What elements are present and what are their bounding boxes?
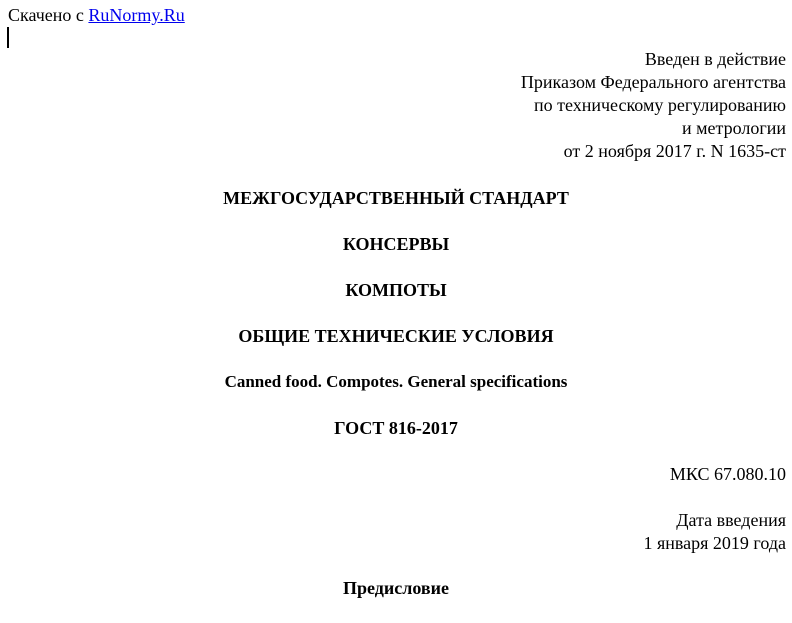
download-source-line	[8, 4, 185, 26]
english-title: Canned food. Compotes. General specifications	[224, 372, 568, 391]
category-heading: КОНСЕРВЫ	[342, 234, 450, 254]
standard-type-heading: МЕЖГОСУДАРСТВЕННЫЙ СТАНДАРТ	[223, 188, 569, 208]
adoption-block	[521, 48, 786, 163]
mks-code-text: МКС 67.080.10	[669, 464, 786, 484]
spec-heading: ОБЩИЕ ТЕХНИЧЕСКИЕ УСЛОВИЯ	[238, 326, 554, 346]
product-heading: КОМПОТЫ	[345, 280, 447, 300]
adoption-line: Введен в действие	[644, 49, 786, 69]
adoption-line: от 2 ноября 2017 г. N 1635-ст	[563, 141, 786, 161]
download-source-prefix: Скачено с	[8, 5, 89, 25]
preface-heading: Предисловие	[343, 578, 449, 598]
standard-code: ГОСТ 816-2017	[334, 418, 458, 438]
intro-date-value: 1 января 2019 года	[643, 533, 786, 553]
adoption-line: Приказом Федерального агентства	[520, 72, 786, 92]
intro-date-block	[643, 509, 786, 555]
adoption-line: и метрологии	[682, 118, 786, 138]
adoption-line: по техническому регулированию	[533, 95, 786, 115]
text-cursor	[7, 27, 9, 48]
source-link[interactable]: RuNormy.Ru	[88, 5, 185, 25]
intro-date-label: Дата введения	[676, 510, 786, 530]
mks-code	[670, 463, 786, 486]
